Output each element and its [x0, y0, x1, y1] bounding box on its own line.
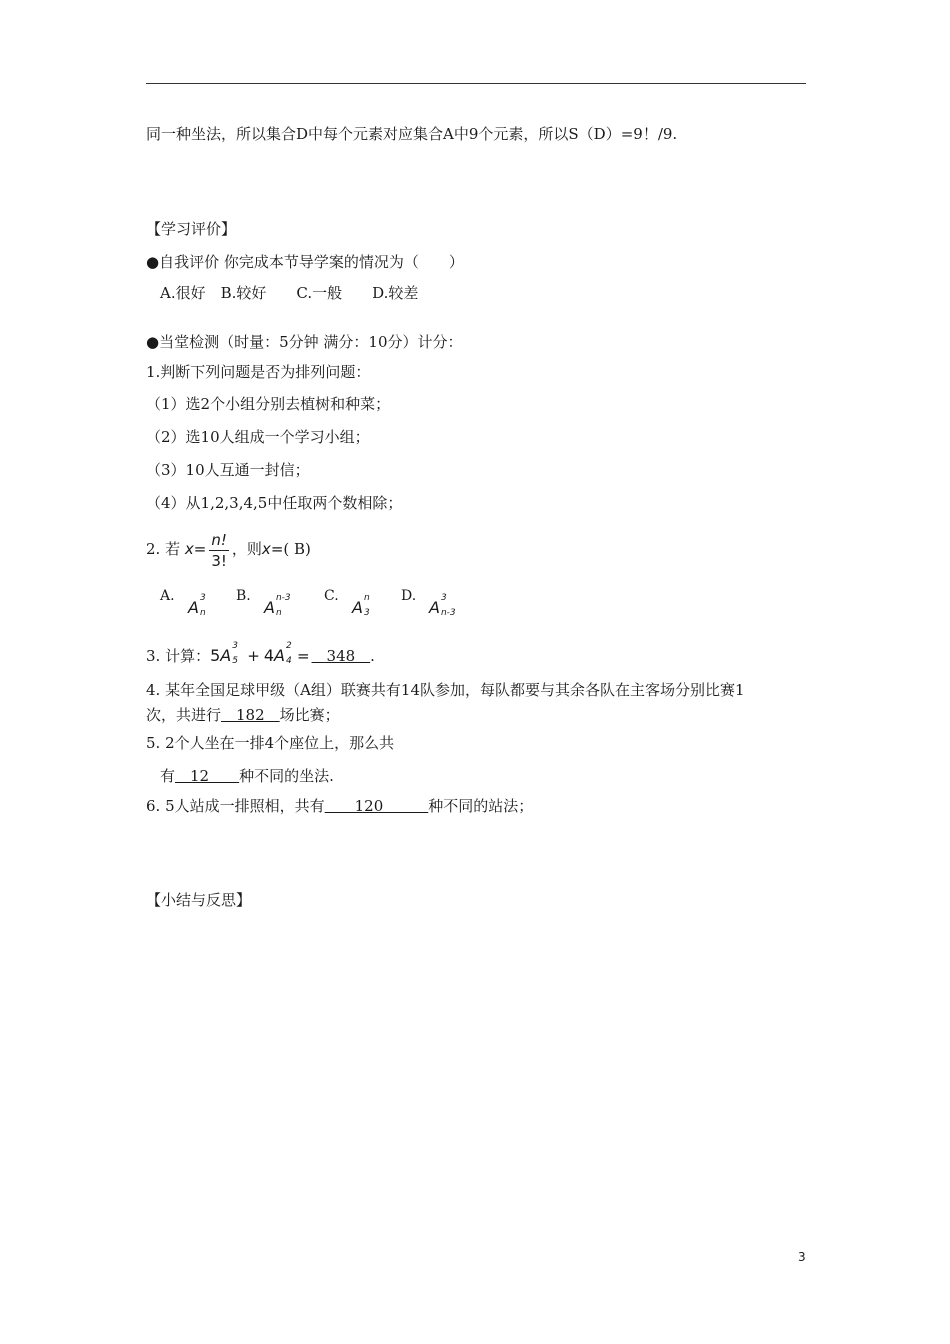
fraction: [209, 530, 229, 571]
section-heading-summary: 【小结与反思】: [146, 891, 252, 909]
question-1-item: （4）从1,2,3,4,5中任取两个数相除；: [146, 494, 403, 512]
self-evaluation-question: ●自我评价 你完成本节导学案的情况为（ ）: [146, 253, 464, 271]
option-d-label: D.: [401, 588, 417, 604]
variable-x: x: [261, 540, 271, 558]
subscript: 5: [232, 656, 238, 666]
question-2-prefix: 2. 若: [146, 540, 181, 558]
question-2-connector: ，则: [231, 540, 262, 558]
option-c-label: C.: [324, 588, 339, 604]
option-c-math: [352, 593, 370, 618]
plus-sign: +: [247, 647, 260, 665]
option-a-math: [188, 593, 206, 618]
coefficient: 5: [210, 646, 221, 665]
question-1-item: （3）10人互通一封信；: [146, 461, 310, 479]
superscript: n: [363, 593, 370, 603]
continuation-text: 同一种坐法，所以集合D中每个元素对应集合A中9个元素，所以S（D）=9！/9.: [146, 125, 678, 143]
question-5-line-2: [160, 766, 334, 786]
question-1-stem: 1.判断下列问题是否为排列问题：: [146, 363, 371, 381]
subscript: 3: [363, 608, 370, 618]
arrangement-term: [220, 641, 238, 666]
question-4-line-2: [146, 705, 340, 725]
question-5-line-1: 5. 2个人坐在一排4个座位上，那么共: [146, 734, 395, 752]
option-b-label: B.: [236, 588, 251, 604]
equals-sign: =: [270, 540, 284, 558]
question-5-text: 有: [160, 767, 176, 785]
question-6-text: 6. 5人站成一排照相，共有: [146, 797, 325, 815]
option-a-label: A.: [160, 588, 175, 604]
fraction-denominator: 3!: [211, 551, 227, 570]
subscript: n-3: [440, 608, 456, 618]
arrangement-symbol: A: [352, 598, 363, 617]
quiz-header: ●当堂检测（时量：5分钟 满分：10分）计分：: [146, 333, 463, 351]
answer-blank: 348: [311, 647, 371, 665]
superscript: 2: [285, 641, 292, 651]
coefficient: 4: [263, 646, 274, 665]
variable-x: x: [184, 540, 194, 558]
subscript: 4: [285, 656, 292, 666]
option-d-math: [429, 593, 456, 618]
question-3-prefix: 3. 计算：: [146, 647, 211, 665]
question-2-stem: [146, 528, 311, 571]
superscript: 3: [199, 593, 206, 603]
arrangement-term: [274, 641, 292, 666]
question-6-text: 种不同的站法；: [428, 797, 534, 815]
answer-blank: 182: [221, 706, 280, 724]
fraction-numerator: n!: [211, 530, 227, 549]
subscript: n: [275, 608, 282, 618]
arrangement-symbol: A: [264, 598, 275, 617]
question-4-text: 次，共进行: [146, 706, 222, 724]
answer-blank: 120: [324, 797, 429, 815]
superscript: 3: [232, 641, 238, 651]
arrangement-symbol: A: [274, 646, 285, 665]
arrangement-symbol: A: [188, 598, 199, 617]
question-3: [146, 641, 375, 666]
section-heading-evaluation: 【学习评价】: [146, 220, 237, 238]
arrangement-symbol: A: [220, 646, 232, 665]
equals-sign: =: [296, 647, 310, 665]
answer-blank: 12: [175, 767, 240, 785]
subscript: n: [199, 608, 206, 618]
arrangement-symbol: A: [429, 598, 440, 617]
question-3-suffix: .: [370, 647, 375, 665]
question-4-text: 场比赛；: [279, 706, 340, 724]
self-evaluation-options: A.很好 B.较好 C.一般 D.较差: [160, 284, 419, 302]
superscript: 3: [440, 593, 447, 603]
equals-sign: =: [193, 540, 207, 558]
question-2-answer: ( B): [283, 540, 311, 558]
question-4-line-1: 4. 某年全国足球甲级（A组）联赛共有14队参加，每队都要与其余各队在主客场分别比赛1: [146, 681, 745, 699]
page-number: 3: [798, 1250, 806, 1264]
header-rule: [146, 83, 806, 84]
question-6: [146, 796, 533, 816]
option-b-math: [264, 593, 291, 618]
question-1-item: （2）选10人组成一个学习小组；: [146, 428, 370, 446]
question-1-item: （1）选2个小组分别去植树和种菜；: [146, 395, 391, 413]
question-5-text: 种不同的坐法.: [239, 767, 334, 785]
superscript: n-3: [275, 593, 291, 603]
